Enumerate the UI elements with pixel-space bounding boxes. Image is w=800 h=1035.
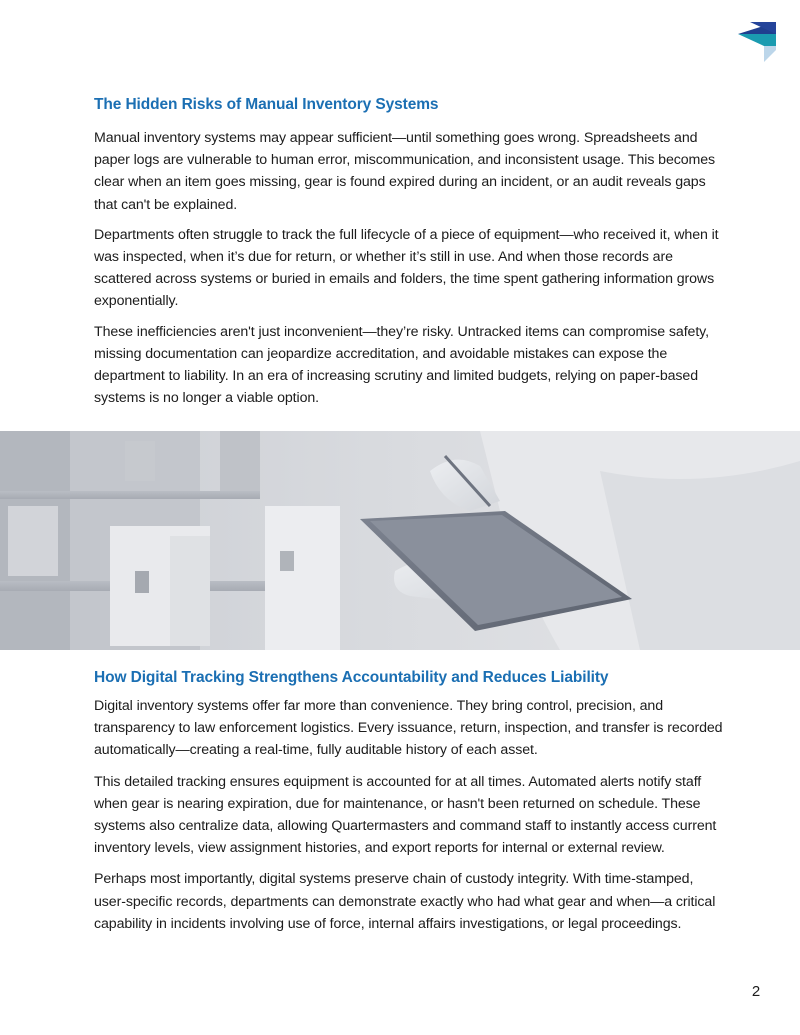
clipboard-photo-icon: [0, 431, 800, 650]
paragraph: This detailed tracking ensures equipment is accounted for at all times. Automated alerts notify staff when gear is nearing expiration, due for maintenance, or hasn't been returned on schedule. These systems also centralize data, allowing Quartermasters and command staff to instantly access current inventory levels, view assignment histories, and export reports for internal or external review.: [94, 773, 717, 857]
paragraph: These inefficiencies aren't just inconvenient—they’re risky. Untracked items can compromise safety, missing documentation can jeopardize accreditation, and avoidable mistakes can expose the department to liability. In an era of increasing scrutiny and limited budgets, relying on paper-based systems is no longer a viable option.: [94, 323, 709, 407]
paragraph: Manual inventory systems may appear sufficient—until something goes wrong. Spreadsheets and paper logs are vulnerable to human error, miscommunication, and inconsistent usage. This becomes clear when an item goes missing, gear is found expired during an incident, or an audit reveals gaps that can't be explained.: [94, 130, 716, 213]
paragraph: Digital inventory systems offer far more than convenience. They bring control, precision, and transparency to law enforcement logistics. Every issuance, return, inspection, and transfer is recorded automatically—creating a real-time, fully auditable history of each asset.: [94, 698, 723, 759]
photo-illustration: [0, 431, 800, 650]
paragraph: Departments often struggle to track the full lifecycle of a piece of equipment—who received it, when it was inspected, when it’s due for return, or whether it’s still in use. And when those records are scattered across systems or buried in emails and folders, the time spent gathering information grows exponentially.: [94, 226, 719, 310]
brand-logo-icon: [738, 22, 778, 62]
section-digital-tracking: [94, 668, 724, 944]
paragraph: Perhaps most importantly, digital systems preserve chain of custody integrity. With time-stamped, user-specific records, departments can demonstrate exactly who had what gear and when—a critical capability in incidents involving use of force, internal affairs investigations, or legal proceedings.: [94, 871, 716, 932]
section-hidden-risks: [94, 95, 724, 417]
page-number: 2: [751, 983, 761, 1000]
section-heading: How Digital Tracking Strengthens Accountability and Reduces Liability: [94, 669, 609, 686]
section-heading: The Hidden Risks of Manual Inventory Systems: [94, 96, 439, 113]
